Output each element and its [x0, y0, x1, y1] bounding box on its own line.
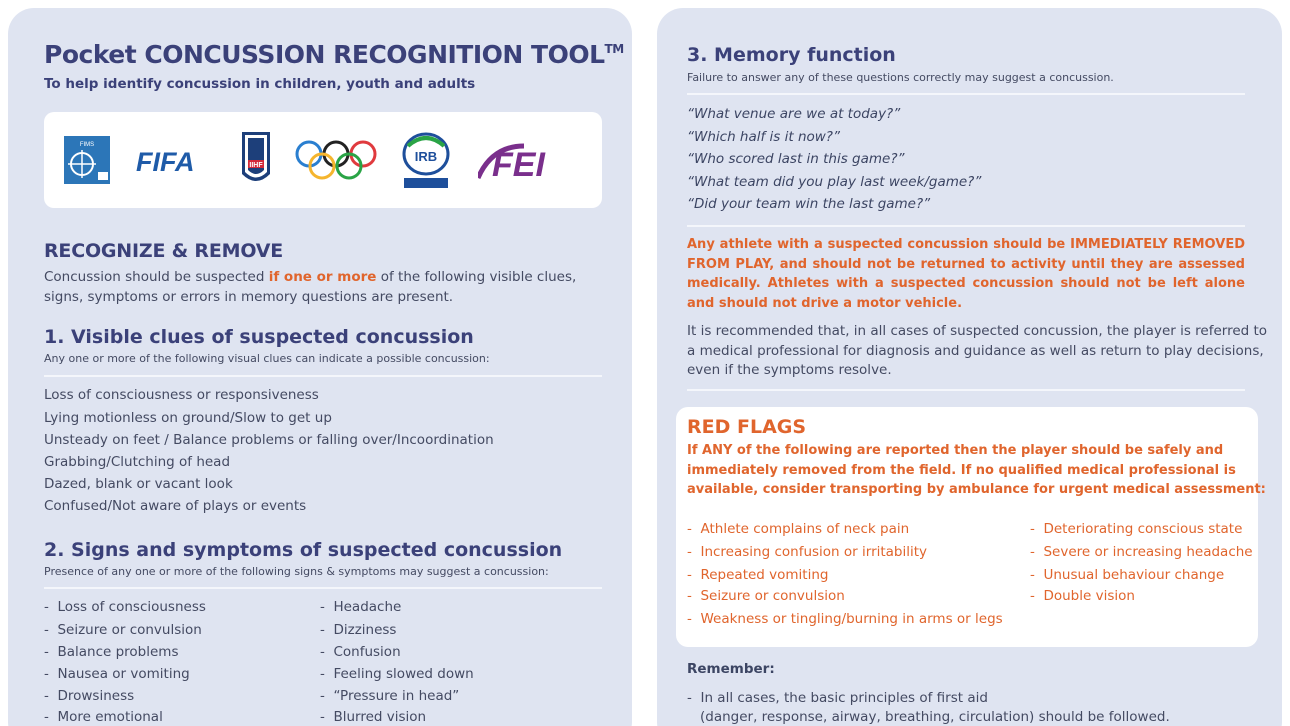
- red-flag-item: - Unusual behaviour change: [1030, 567, 1225, 583]
- memory-heading: 3. Memory function: [687, 44, 896, 66]
- olympic-rings-logo: [294, 138, 378, 182]
- list-item: - Headache: [320, 599, 402, 615]
- red-flag-item: - Deteriorating conscious state: [1030, 521, 1243, 537]
- list-item: - Blurred vision: [320, 709, 427, 725]
- list-item: Loss of consciousness or responsiveness: [44, 387, 319, 403]
- removal-warning: Any athlete with a suspected concussion should be IMMEDIATELY REMOVED FROM PLAY, and should not be returned to activity until they are assessed medically. Athletes with a suspected concussion should not be left alone and should not drive a motor vehicle.: [687, 237, 1245, 311]
- red-flags-intro-2: immediately removed from the field. If no qualified medical professional is: [687, 463, 1236, 478]
- list-item: - Seizure or convulsion: [44, 622, 202, 638]
- recommendation-line-3: even if the symptoms resolve.: [687, 362, 892, 378]
- fims-logo: [64, 136, 110, 184]
- red-flags-intro-3: available, consider transporting by ambulance for urgent medical assessment:: [687, 482, 1266, 497]
- list-item: - Loss of consciousness: [44, 599, 206, 615]
- fifa-logo: [136, 142, 216, 178]
- remember-line-2: (danger, response, airway, breathing, circulation) should be followed.: [700, 709, 1170, 725]
- red-flag-item: - Weakness or tingling/burning in arms or legs: [687, 611, 1003, 627]
- list-item: Unsteady on feet / Balance problems or falling over/Incoordination: [44, 432, 494, 448]
- recognize-heading: RECOGNIZE & REMOVE: [44, 240, 284, 262]
- visible-clues-intro: Any one or more of the following visual clues can indicate a possible concussion:: [44, 352, 490, 365]
- page-subtitle: To help identify concussion in children, youth and adults: [44, 76, 476, 92]
- list-item: - Feeling slowed down: [320, 666, 474, 682]
- visible-clues-heading: 1. Visible clues of suspected concussion: [44, 326, 474, 348]
- fei-logo: [478, 140, 588, 180]
- list-item: - More emotional: [44, 709, 163, 725]
- red-flags-intro-1: If ANY of the following are reported then the player should be safely and: [687, 443, 1224, 458]
- signs-symptoms-intro: Presence of any one or more of the following signs & symptoms may suggest a concussion:: [44, 565, 549, 578]
- list-item: Lying motionless on ground/Slow to get up: [44, 410, 332, 426]
- logo-strip: [44, 112, 602, 208]
- divider: [44, 587, 602, 589]
- red-flag-item: - Seizure or convulsion: [687, 588, 845, 604]
- irb-logo: [402, 132, 450, 190]
- list-item: Confused/Not aware of plays or events: [44, 498, 307, 514]
- divider: [44, 375, 602, 377]
- remember-line-1: - In all cases, the basic principles of first aid: [687, 690, 988, 706]
- memory-question: “Did your team win the last game?”: [687, 196, 931, 212]
- iihf-logo: [240, 130, 272, 190]
- signs-symptoms-heading: 2. Signs and symptoms of suspected concussion: [44, 539, 563, 561]
- list-item: - Dizziness: [320, 622, 397, 638]
- red-flag-item: - Double vision: [1030, 588, 1135, 604]
- svg-text:IIHF: IIHF: [249, 162, 263, 169]
- memory-intro: Failure to answer any of these questions correctly may suggest a concussion.: [687, 71, 1114, 84]
- red-flag-item: - Repeated vomiting: [687, 567, 829, 583]
- svg-text:FIMS: FIMS: [79, 142, 95, 148]
- list-item: - Confusion: [320, 644, 401, 660]
- recognize-line-1: Concussion should be suspected if one or more of the following visible clues,: [44, 269, 577, 285]
- list-item: - Drowsiness: [44, 688, 135, 704]
- memory-question: “What venue are we at today?”: [687, 106, 901, 122]
- recommendation-line-2: a medical professional for diagnosis and guidance as well as return to play decisions,: [687, 343, 1264, 359]
- divider: [687, 93, 1245, 95]
- page-title: Pocket CONCUSSION RECOGNITION TOOL™: [44, 40, 624, 69]
- memory-question: “Which half is it now?”: [687, 129, 840, 145]
- memory-question: “Who scored last in this game?”: [687, 151, 905, 167]
- red-flag-item: - Severe or increasing headache: [1030, 544, 1253, 560]
- list-item: - Balance problems: [44, 644, 179, 660]
- divider: [687, 389, 1245, 391]
- memory-question: “What team did you play last week/game?”: [687, 174, 982, 190]
- list-item: Grabbing/Clutching of head: [44, 454, 231, 470]
- remember-heading: Remember:: [687, 661, 775, 677]
- svg-text:FIFA: FIFA: [136, 147, 195, 177]
- divider: [687, 225, 1245, 227]
- svg-text:FEI: FEI: [492, 146, 545, 180]
- recognize-line-2: signs, symptoms or errors in memory questions are present.: [44, 289, 454, 305]
- red-flag-item: - Athlete complains of neck pain: [687, 521, 910, 537]
- list-item: Dazed, blank or vacant look: [44, 476, 233, 492]
- list-item: - Nausea or vomiting: [44, 666, 190, 682]
- red-flags-heading: RED FLAGS: [687, 416, 807, 438]
- list-item: - “Pressure in head”: [320, 688, 460, 704]
- recommendation-line-1: It is recommended that, in all cases of suspected concussion, the player is referred to: [687, 323, 1268, 339]
- svg-text:IRB: IRB: [414, 149, 438, 164]
- red-flag-item: - Increasing confusion or irritability: [687, 544, 928, 560]
